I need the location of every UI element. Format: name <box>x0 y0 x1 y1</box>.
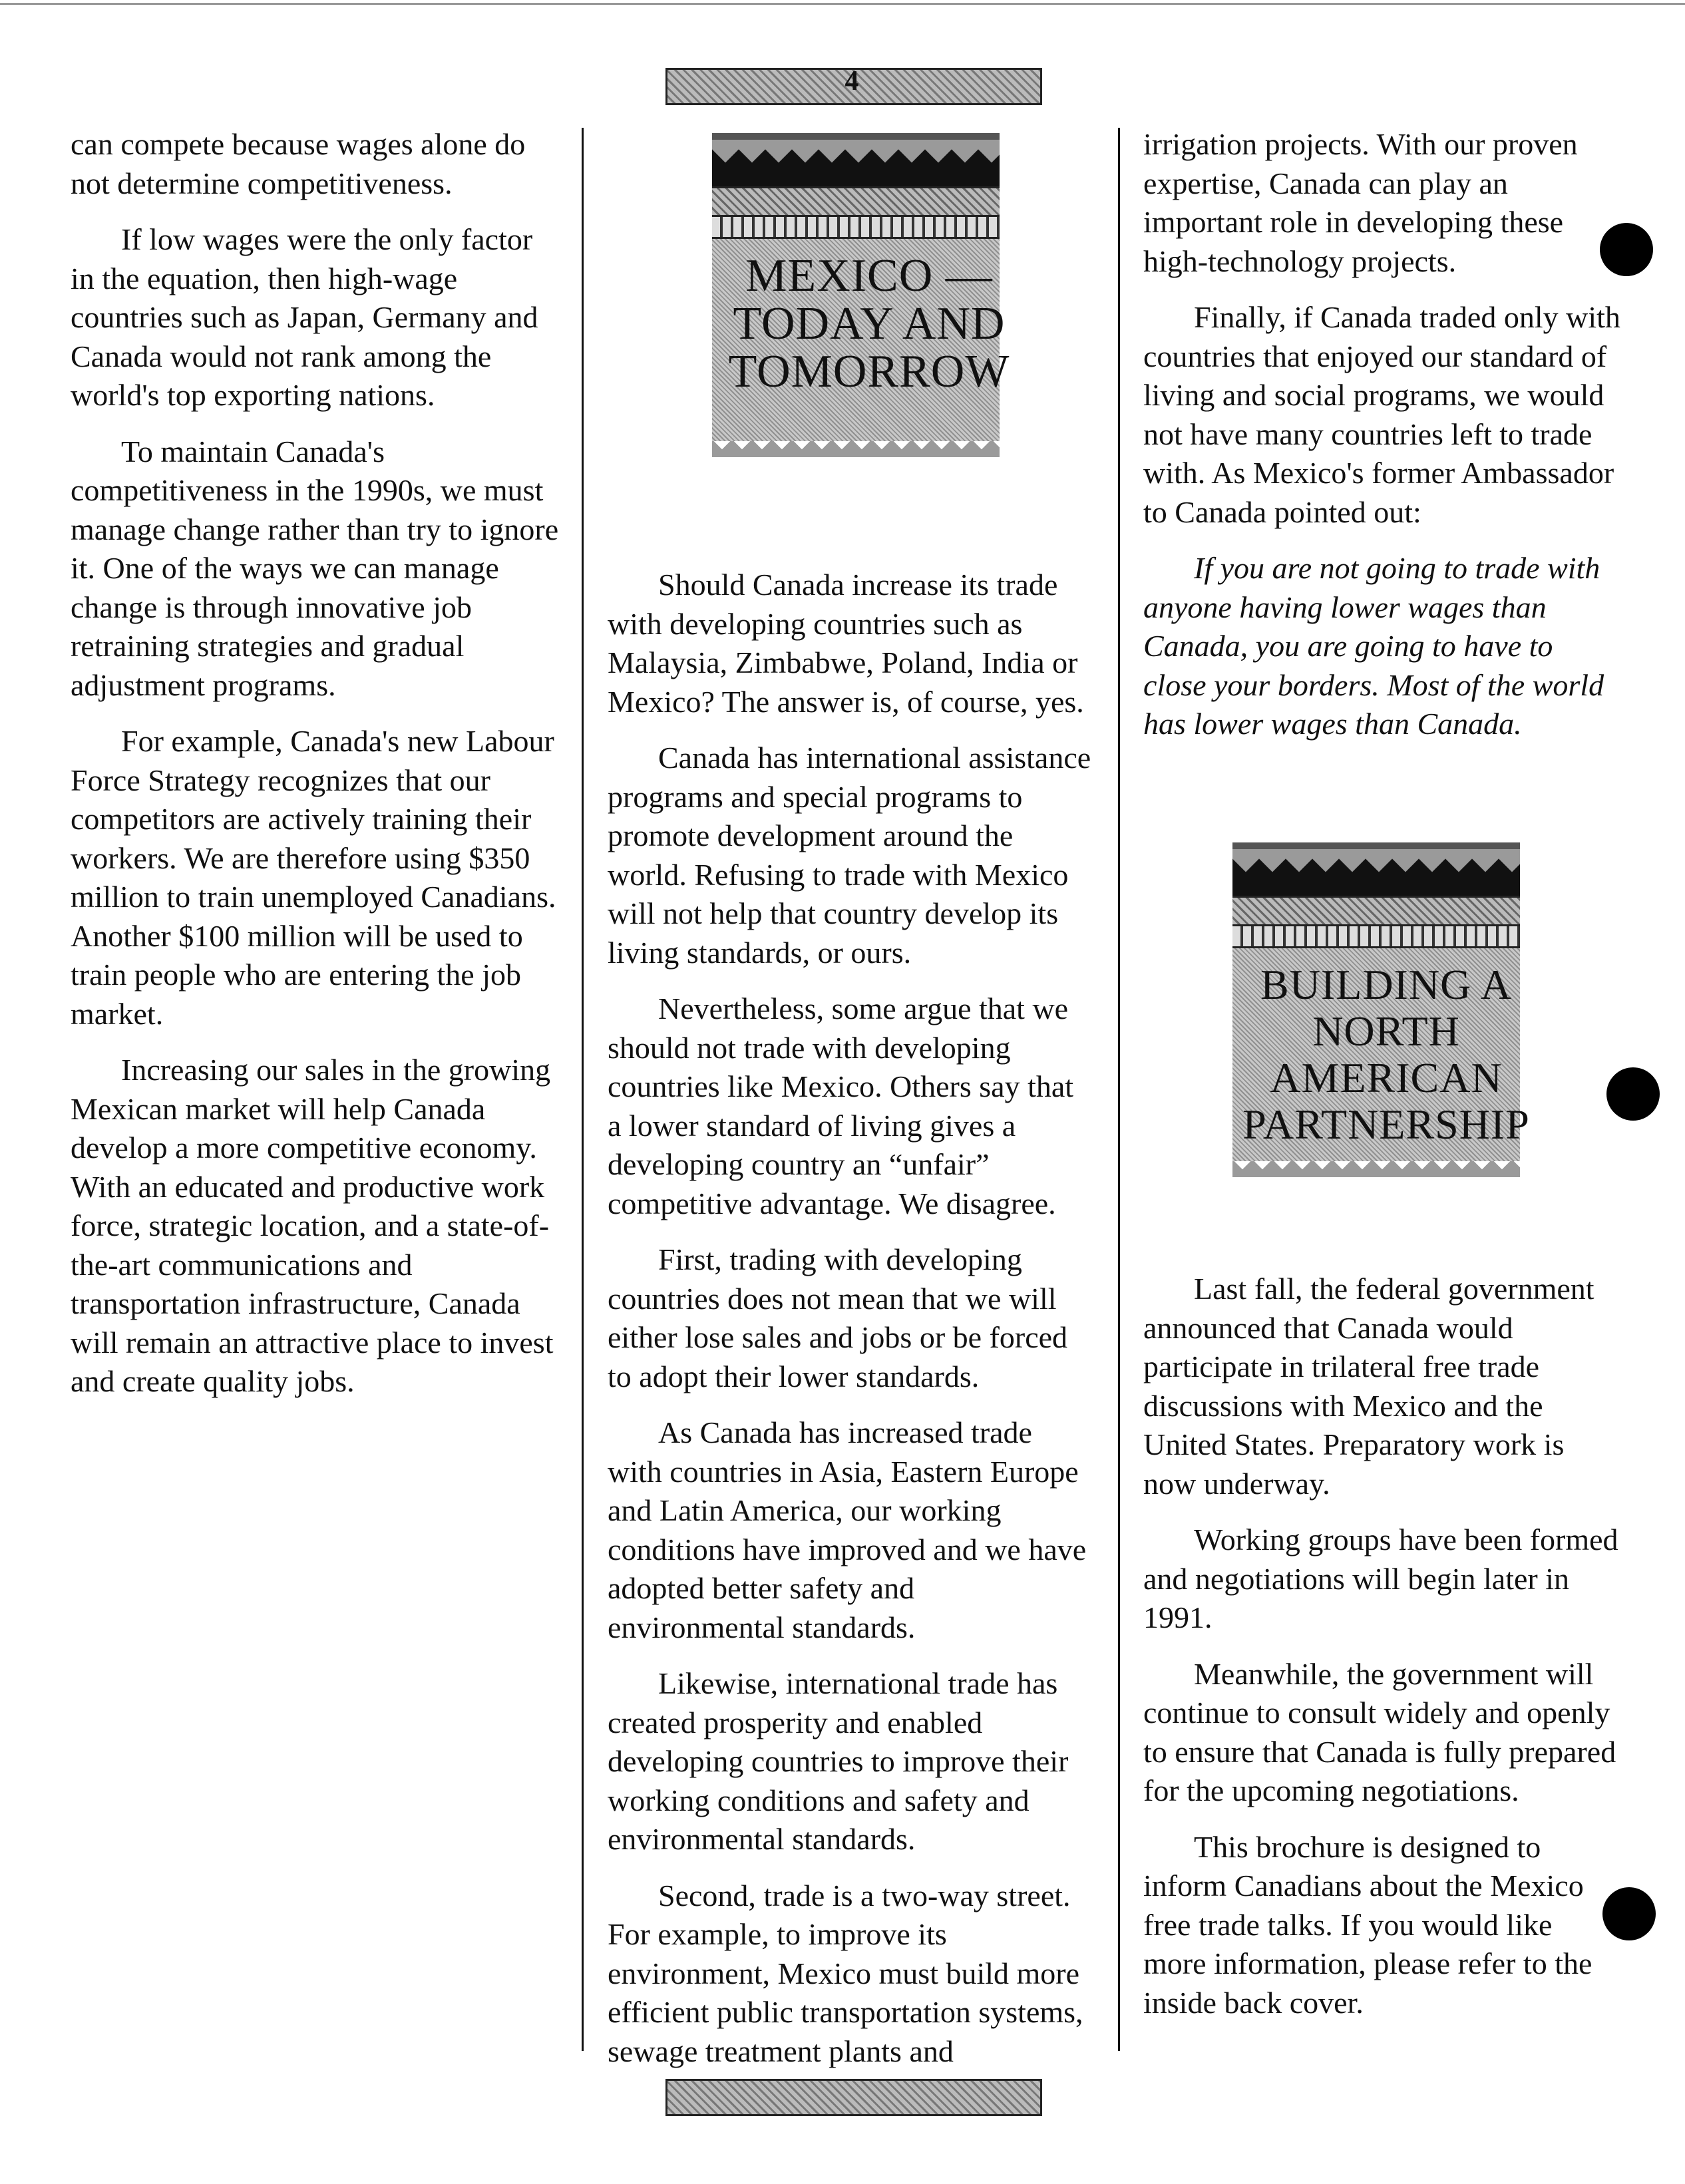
paragraph: If low wages were the only factor in the equation, then high-wage countries such as Japan, Germany and Canada would not rank among the world's top exporting nations. <box>71 222 538 412</box>
paragraph: For example, Canada's new Labour Force Strategy recognizes that our competitors are actively training their workers. We are therefore using $350 million to train unemployed Canadians. Another $100 million will be used to train people who are entering the job market. <box>71 724 556 1031</box>
punch-hole <box>1606 1067 1660 1121</box>
teeth-ornament <box>712 441 1000 457</box>
emblem-body <box>712 239 1010 441</box>
paragraph: Second, trade is a two-way street. For example, to improve its environment, Mexico must build more efficient public transportation systems, sewage treatment plants and <box>608 1878 1083 2068</box>
pattern-band <box>712 186 1000 217</box>
column-1 <box>71 125 563 1419</box>
zigzag-ornament <box>1232 842 1520 896</box>
paragraph: Canada has international assistance programs and special programs to promote development around the world. Refusing to trade with Mexico will not help that country develop its living standards, or ours. <box>608 741 1091 970</box>
column-divider <box>1118 128 1120 2051</box>
paragraph: Nevertheless, some argue that we should not trade with developing countries like Mexico. Others say that a lower standard of living gives a developing country an “unfair” competitive advantage. We disagree. <box>608 992 1074 1220</box>
column-divider <box>582 128 584 2051</box>
paragraph: can compete because wages alone do not determine competitiveness. <box>71 127 526 200</box>
teeth-ornament <box>1232 1161 1520 1177</box>
section-heading-emblem <box>712 133 1010 457</box>
punch-hole <box>1602 1887 1656 1940</box>
pattern-band <box>1232 896 1520 926</box>
paragraph: Last fall, the federal government announced that Canada would participate in trilateral free trade discussions with Mexico and the United States. Preparatory work is now underway. <box>1143 1272 1594 1501</box>
paragraph: Likewise, international trade has created prosperity and enabled developing countries to improve their working conditions and safety and environmental standards. <box>608 1666 1069 1856</box>
emblem-body <box>1232 948 1530 1161</box>
paragraph: To maintain Canada's competitiveness in the 1990s, we must manage change rather than try to ignore it. One of the ways we can manage change is through innovative job retraining strategies and gradual adjustment programs. <box>71 434 559 702</box>
quotation: If you are not going to trade with anyone having lower wages than Canada, you are going to have to close your borders. Most of the world has lower wages than Canada. <box>1143 551 1604 741</box>
paragraph: As Canada has increased trade with countries in Asia, Eastern Europe and Latin America, our working conditions have improved and we have adopted better safety and environmental standards. <box>608 1415 1087 1644</box>
section-heading: BUILDING A NORTH AMERICAN PARTNERSHIP <box>1242 961 1530 1148</box>
paragraph: First, trading with developing countries does not mean that we will either lose sales and jobs or be forced to adopt their lower standards. <box>608 1242 1068 1393</box>
page-number: 4 <box>844 66 859 96</box>
greek-key-band <box>712 217 1000 239</box>
punch-hole <box>1600 223 1653 276</box>
column-3 <box>1143 125 1622 761</box>
paragraph: irrigation projects. With our proven expertise, Canada can play an important role in developing these high-technology projects. <box>1143 127 1578 278</box>
greek-key-band <box>1232 926 1520 948</box>
paragraph: Finally, if Canada traded only with countries that enjoyed our standard of living and social programs, we would not have many countries left to trade with. As Mexico's former Ambassador to Canada pointed out: <box>1143 300 1620 529</box>
paragraph: Working groups have been formed and negotiations will begin later in 1991. <box>1143 1523 1618 1634</box>
column-2 <box>608 566 1093 2088</box>
top-border <box>0 0 1685 5</box>
column-3-continued <box>1143 1270 1622 2040</box>
paragraph: This brochure is designed to inform Canadians about the Mexico free trade talks. If you would like more information, please refer to the inside back cover. <box>1143 1829 1592 2020</box>
zigzag-ornament <box>712 133 1000 186</box>
section-heading: MEXICO — TODAY AND TOMORROW <box>728 250 1010 397</box>
paragraph: Increasing our sales in the growing Mexican market will help Canada develop a more competitive economy. With an educated and productive work force, strategic location, and a state-of-the-art communications and transportation infrastructure, Canada will remain an attractive place to invest and create quality jobs. <box>71 1053 554 1398</box>
footer-decorative-band <box>665 2079 1042 2116</box>
section-heading-emblem <box>1232 842 1530 1177</box>
paragraph: Should Canada increase its trade with developing countries such as Malaysia, Zimbabwe, Poland, India or Mexico? The answer is, of course, yes. <box>608 568 1084 719</box>
paragraph: Meanwhile, the government will continue to consult widely and openly to ensure that Canada is fully prepared for the upcoming negotiations. <box>1143 1656 1616 1807</box>
